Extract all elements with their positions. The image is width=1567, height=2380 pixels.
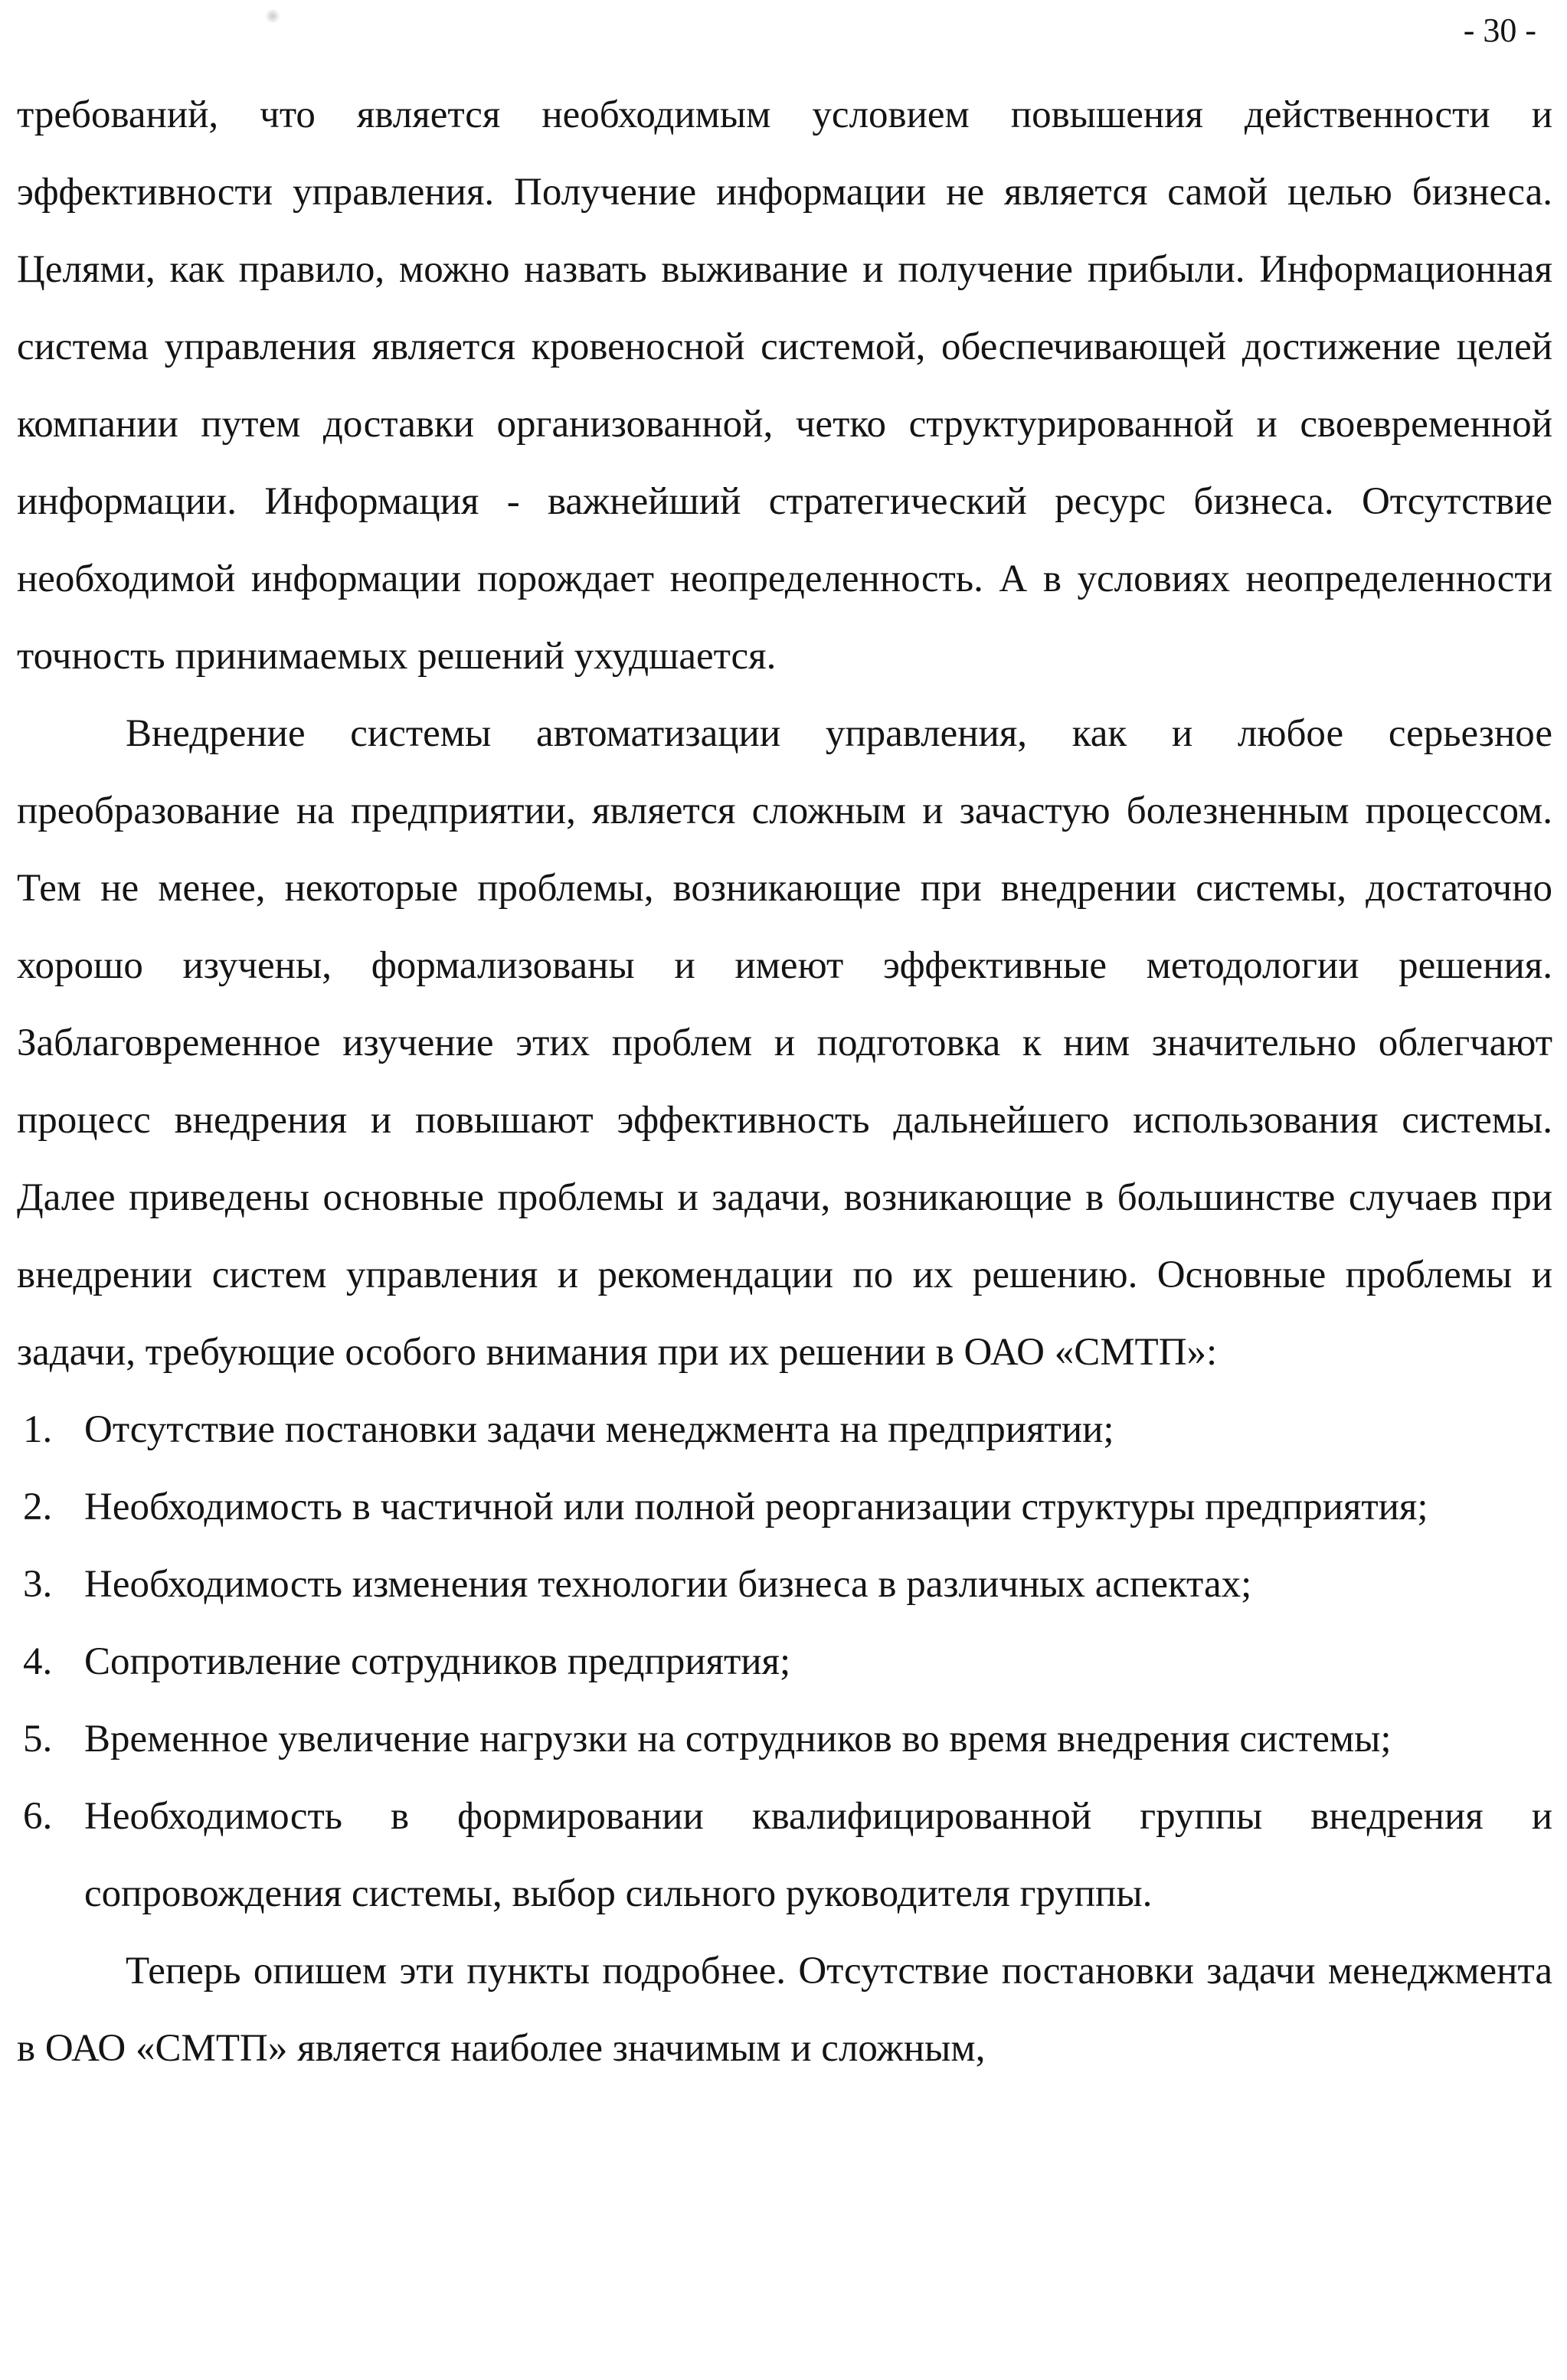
list-item bbox=[17, 1469, 1552, 1546]
list-item bbox=[17, 1623, 1552, 1701]
list-item-number: 4. bbox=[23, 1640, 53, 1683]
page-body bbox=[17, 77, 1552, 2087]
list-item-number: 3. bbox=[23, 1563, 53, 1606]
list-item-text: Сопротивление сотрудников предприятия; bbox=[84, 1640, 791, 1683]
paragraph-details: Теперь опишем эти пункты подробнее. Отсутствие постановки задачи менеджмента в ОАО «СМТП» является наиболее значимым и сложным, bbox=[17, 1950, 1552, 2070]
scan-speck bbox=[264, 9, 281, 23]
problems-list bbox=[17, 1391, 1552, 1933]
page-number: - 30 - bbox=[1463, 11, 1536, 49]
paragraph-continuation: требований, что является необходимым условием повышения действенности и эффективности управления. Получение информации не является самой целью бизнеса. Целями, как правило, можно назвать выживание и получение прибыли. Информационная система управления является кровеносной системой, обеспечивающей достижение целей компании путем доставки организованной, четко структурированной и своевременной информации. Информация - важнейший стратегический ресурс бизнеса. Отсутствие необходимой информации порождает неопределенность. А в условиях неопределенности точность принимаемых решений ухудшается. bbox=[17, 93, 1552, 678]
list-item bbox=[17, 1391, 1552, 1469]
list-item-text: Необходимость изменения технологии бизнеса в различных аспектах; bbox=[84, 1563, 1252, 1606]
list-item-number: 6. bbox=[23, 1795, 53, 1838]
list-item-number: 1. bbox=[23, 1408, 53, 1451]
list-item-text: Отсутствие постановки задачи менеджмента на предприятии; bbox=[84, 1408, 1114, 1451]
list-item-number: 2. bbox=[23, 1486, 53, 1528]
list-item bbox=[17, 1546, 1552, 1623]
list-item bbox=[17, 1778, 1552, 1933]
list-item-number: 5. bbox=[23, 1718, 53, 1760]
list-item bbox=[17, 1701, 1552, 1778]
paragraph-implementation: Внедрение системы автоматизации управления, как и любое серьезное преобразование на предприятии, является сложным и зачастую болезненным процессом. Тем не менее, некоторые проблемы, возникающие при внедрении системы, достаточно хорошо изучены, формализованы и имеют эффективные методологии решения. Заблаговременное изучение этих проблем и подготовка к ним значительно облегчают процесс внедрения и повышают эффективность дальнейшего использования системы. Далее приведены основные проблемы и задачи, возникающие в большинстве случаев при внедрении систем управления и рекомендации по их решению. Основные проблемы и задачи, требующие особого внимания при их решении в ОАО «СМТП»: bbox=[17, 712, 1552, 1374]
list-item-text: Необходимость в формировании квалифицированной группы внедрения и сопровождения системы, выбор сильного руководителя группы. bbox=[84, 1795, 1552, 1915]
list-item-text: Временное увеличение нагрузки на сотрудников во время внедрения системы; bbox=[84, 1718, 1392, 1760]
list-item-text: Необходимость в частичной или полной реорганизации структуры предприятия; bbox=[84, 1486, 1428, 1528]
